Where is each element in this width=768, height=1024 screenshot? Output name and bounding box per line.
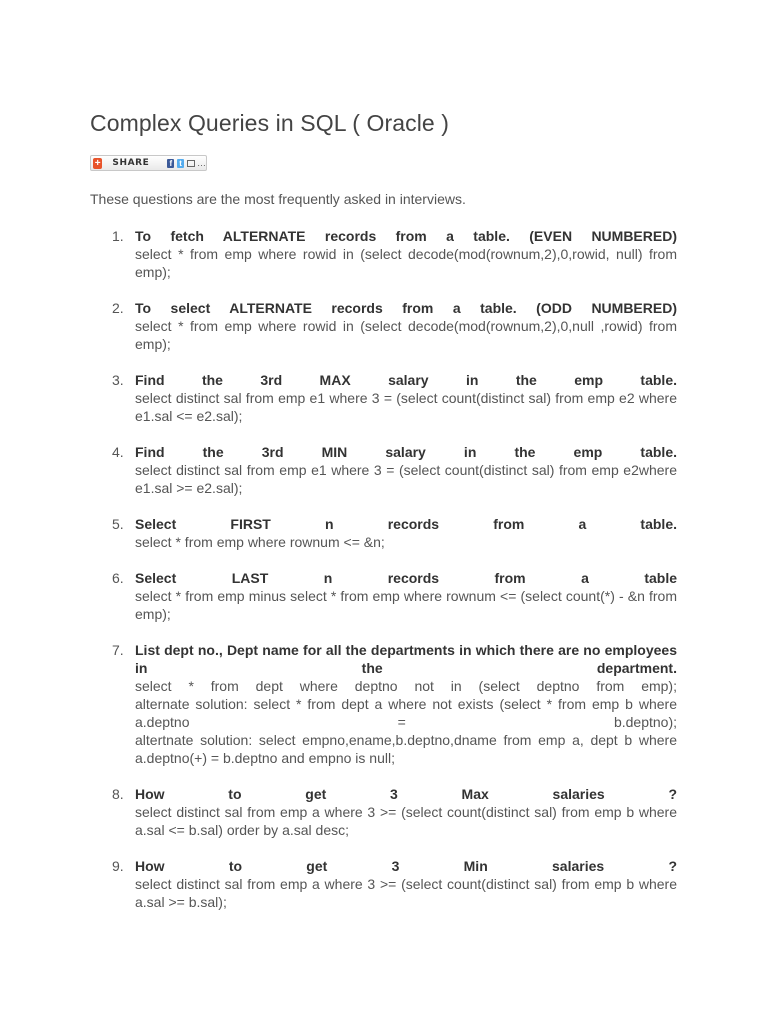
question-heading: Find the 3rd MAX salary in the emp table. [135, 372, 677, 388]
query-text: altertnate solution: select empno,ename,b.deptno,dname from emp a, dept b where a.deptno(+) = b.deptno and empno is null; [135, 732, 677, 766]
question-item [90, 443, 677, 497]
question-number: 6. [112, 570, 124, 586]
share-button[interactable] [90, 155, 207, 171]
question-item [90, 371, 677, 425]
query-text: alternate solution: select * from dept a where not exists (select * from emp b where a.deptno = b.deptno); [135, 696, 677, 730]
question-heading: To select ALTERNATE records from a table. (ODD NUMBERED) [135, 300, 677, 316]
question-heading: Select LAST n records from a table [135, 570, 677, 586]
query-text: select * from emp where rowid in (select decode(mod(rownum,2),0,rowid, null) from emp); [135, 246, 677, 280]
question-number: 7. [112, 642, 124, 658]
question-number: 1. [112, 228, 124, 244]
question-item [90, 785, 677, 839]
question-heading: Select FIRST n records from a table. [135, 516, 677, 532]
question-list [90, 227, 677, 929]
question-heading: Find the 3rd MIN salary in the emp table. [135, 444, 677, 460]
addthis-plus-icon: + [94, 157, 101, 169]
question-heading: How to get 3 Min salaries ? [135, 858, 677, 874]
question-number: 3. [112, 372, 124, 388]
question-item [90, 299, 677, 353]
page-title: Complex Queries in SQL ( Oracle ) [90, 110, 450, 136]
facebook-icon[interactable]: f [167, 159, 174, 168]
query-text: select * from dept where deptno not in (select deptno from emp); [135, 678, 677, 694]
question-heading: To fetch ALTERNATE records from a table. (EVEN NUMBERED) [135, 228, 677, 244]
question-item [90, 515, 677, 551]
question-number: 5. [112, 516, 124, 532]
more-share-icon[interactable]: … [197, 158, 206, 168]
share-label: SHARE [112, 158, 150, 168]
question-number: 8. [112, 786, 124, 802]
query-text: select distinct sal from emp e1 where 3 = (select count(distinct sal) from emp e2where e1.sal >= e2.sal); [135, 462, 677, 496]
question-heading: List dept no., Dept name for all the departments in which there are no employees in the department. [135, 642, 677, 676]
question-item [90, 857, 677, 911]
question-heading: How to get 3 Max salaries ? [135, 786, 677, 802]
question-number: 2. [112, 300, 124, 316]
twitter-icon[interactable]: t [177, 159, 184, 168]
question-number: 9. [112, 858, 124, 874]
query-text: select * from emp minus select * from emp where rownum <= (select count(*) - &n from emp); [135, 588, 677, 622]
intro-text: These questions are the most frequently asked in interviews. [90, 191, 466, 207]
query-text: select distinct sal from emp a where 3 >= (select count(distinct sal) from emp b where a.sal >= b.sal); [135, 876, 677, 910]
query-text: select * from emp where rownum <= &n; [135, 534, 385, 550]
email-icon[interactable] [187, 160, 195, 167]
query-text: select * from emp where rowid in (select decode(mod(rownum,2),0,null ,rowid) from emp); [135, 318, 677, 352]
question-item [90, 641, 677, 767]
query-text: select distinct sal from emp a where 3 >= (select count(distinct sal) from emp b where a.sal <= b.sal) order by a.sal desc; [135, 804, 677, 838]
question-item [90, 227, 677, 281]
question-number: 4. [112, 444, 124, 460]
query-text: select distinct sal from emp e1 where 3 = (select count(distinct sal) from emp e2 where e1.sal <= e2.sal); [135, 390, 677, 424]
question-item [90, 569, 677, 623]
